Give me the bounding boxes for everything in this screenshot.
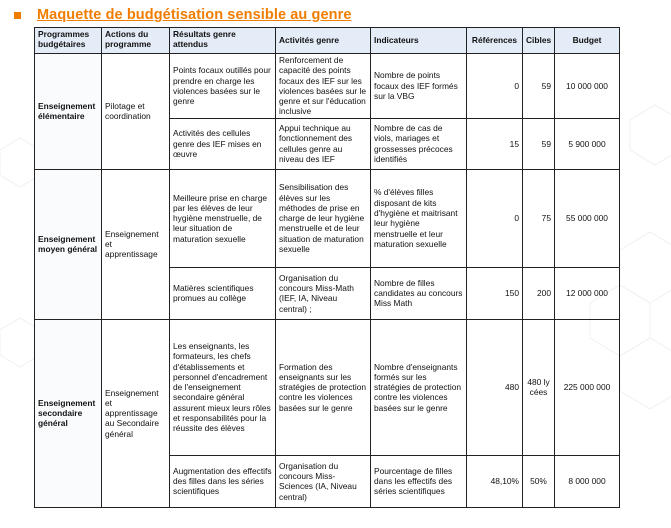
budget-cell: 225 000 000 <box>555 319 620 455</box>
budget-cell: 8 000 000 <box>555 455 620 507</box>
table-row <box>35 54 620 119</box>
budget-cell: 5 900 000 <box>555 118 620 169</box>
indicateur-cell: Nombre d'enseignants formés sur les stratégies de protection contre les violences basées sur le genre <box>371 319 467 455</box>
resultat-cell: Les enseignants, les formateurs, les chefs d'établissements et personnel d'encadrement de l'enseignement secondaire général assurent mieux leurs rôles et responsabilités pour la réussite des élèves <box>170 319 276 455</box>
header-budget: Budget <box>555 28 620 54</box>
table-row <box>35 319 620 455</box>
programme-cell: Enseignement secondaire général <box>35 319 102 507</box>
resultat-cell: Points focaux outillés pour prendre en charge les violences basées sur le genre <box>170 54 276 119</box>
resultat-cell: Matières scientifiques promues au collège <box>170 267 276 319</box>
action-cell: Enseignement et apprentissage <box>102 169 170 319</box>
table-row <box>35 169 620 267</box>
reference-cell: 150 <box>467 267 523 319</box>
header-activites: Activités genre <box>276 28 371 54</box>
bullet-square-icon <box>14 12 21 19</box>
indicateur-cell: % d'élèves filles disposant de kits d'hygiène et maitrisant leur hygiène menstruelle et leur maturation sexuelle <box>371 169 467 267</box>
indicateur-cell: Nombre de filles candidates au concours Miss Math <box>371 267 467 319</box>
reference-cell: 0 <box>467 169 523 267</box>
cible-cell: 50% <box>523 455 555 507</box>
header-references: Références <box>467 28 523 54</box>
activite-cell: Renforcement de capacité des points focaux des IEF sur les violences basées sur le genre et sur l'éducation inclusive <box>276 54 371 119</box>
programme-cell: Enseignement moyen général <box>35 169 102 319</box>
header-resultats: Résultats genre attendus <box>170 28 276 54</box>
resultat-cell: Meilleure prise en charge par les élèves de leur hygiène menstruelle, de leur situation de maturation sexuelle <box>170 169 276 267</box>
cible-cell: 59 <box>523 118 555 169</box>
indicateur-cell: Nombre de cas de viols, mariages et grossesses précoces identifiés <box>371 118 467 169</box>
title-row <box>14 6 352 24</box>
budget-cell: 10 000 000 <box>555 54 620 119</box>
programme-cell: Enseignement élémentaire <box>35 54 102 170</box>
indicateur-cell: Nombre de points focaux des IEF formés sur la VBG <box>371 54 467 119</box>
activite-cell: Appui technique au fonctionnement des cellules genre au niveau des IEF <box>276 118 371 169</box>
activite-cell: Formation des enseignants sur les stratégies de protection contre les violences basées sur le genre <box>276 319 371 455</box>
action-cell: Pilotage et coordination <box>102 54 170 170</box>
header-cibles: Cibles <box>523 28 555 54</box>
cible-cell: 200 <box>523 267 555 319</box>
reference-cell: 15 <box>467 118 523 169</box>
reference-cell: 480 <box>467 319 523 455</box>
header-programmes: Programmes budgétaires <box>35 28 102 54</box>
budget-cell: 55 000 000 <box>555 169 620 267</box>
cible-cell: 480 lycées <box>523 319 555 455</box>
reference-cell: 0 <box>467 54 523 119</box>
budget-cell: 12 000 000 <box>555 267 620 319</box>
action-cell: Enseignement et apprentissage au Secondaire général <box>102 319 170 507</box>
resultat-cell: Activités des cellules genre des IEF mises en œuvre <box>170 118 276 169</box>
header-indicateurs: Indicateurs <box>371 28 467 54</box>
budget-table <box>34 27 620 508</box>
page-title: Maquette de budgétisation sensible au genre <box>37 7 352 23</box>
reference-cell: 48,10% <box>467 455 523 507</box>
activite-cell: Organisation du concours Miss-Math (IEF, IA, Niveau central) ; <box>276 267 371 319</box>
table-header-row <box>35 28 620 54</box>
resultat-cell: Augmentation des effectifs des filles dans les séries scientifiques <box>170 455 276 507</box>
header-actions: Actions du programme <box>102 28 170 54</box>
cible-cell: 59 <box>523 54 555 119</box>
activite-cell: Sensibilisation des élèves sur les méthodes de prise en charge de leur hygiène menstruelle et de leur situation de maturation sexuelle <box>276 169 371 267</box>
indicateur-cell: Pourcentage de filles dans les effectifs des séries scientifiques <box>371 455 467 507</box>
cible-cell: 75 <box>523 169 555 267</box>
activite-cell: Organisation du concours Miss-Sciences (IA, Niveau central) <box>276 455 371 507</box>
